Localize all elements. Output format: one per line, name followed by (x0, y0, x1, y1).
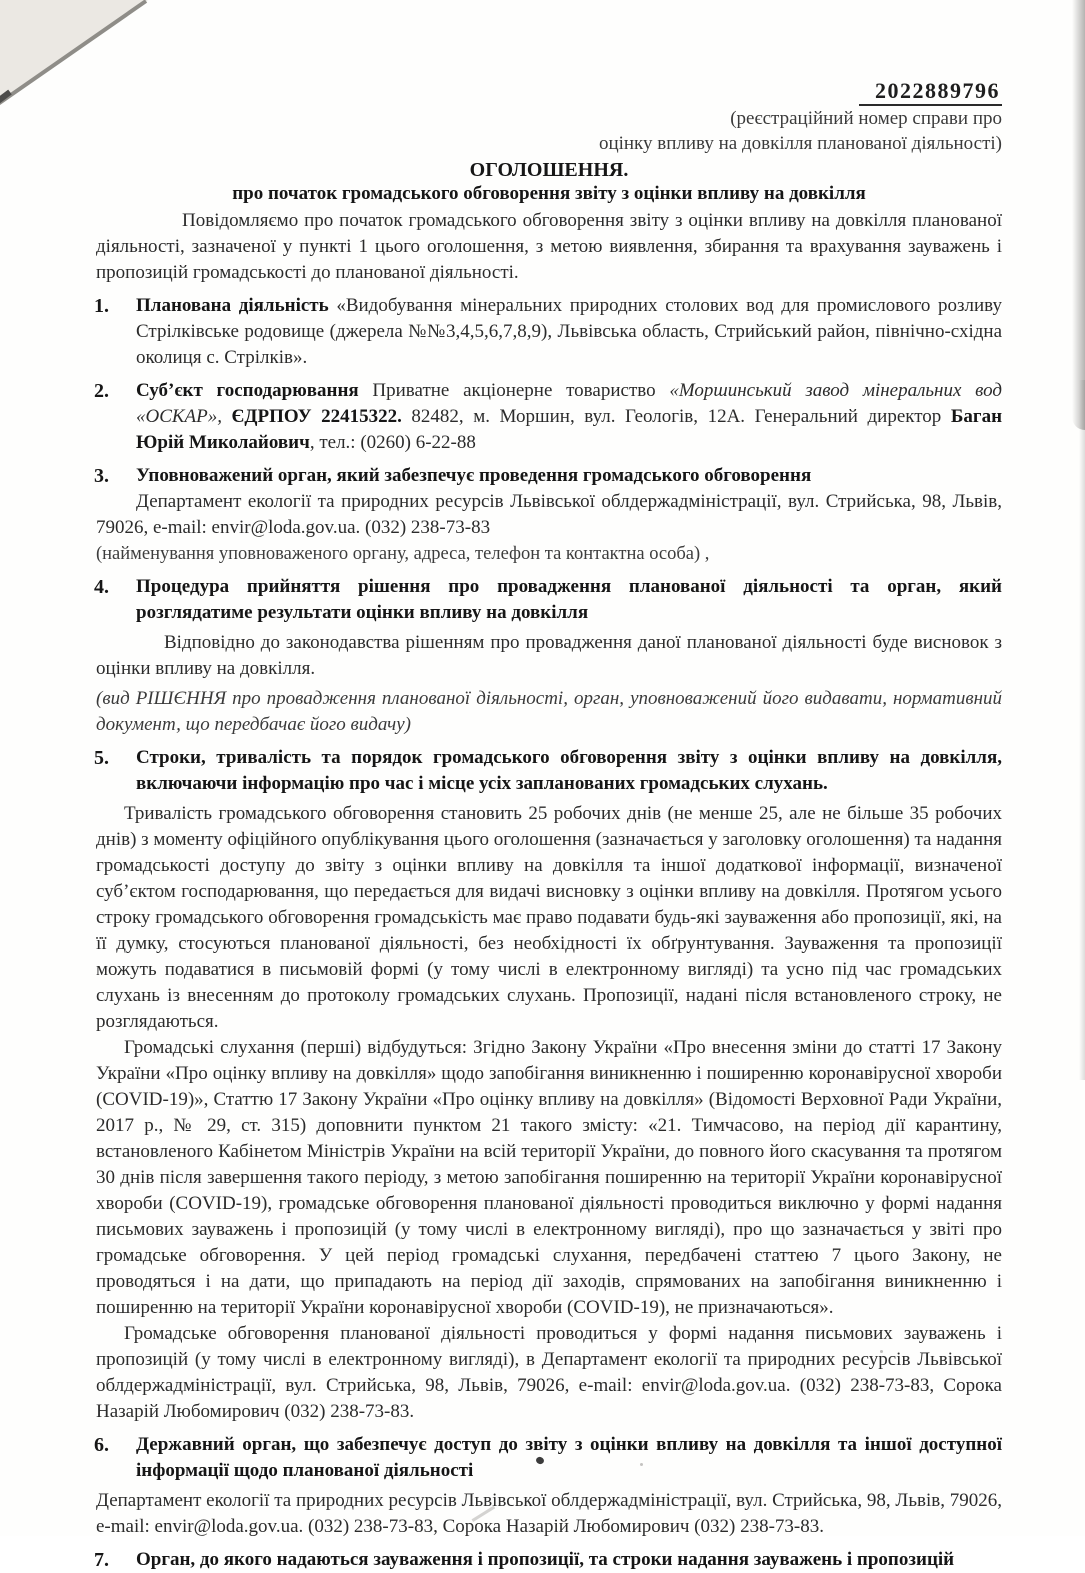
scan-edge-shadow (1072, 0, 1085, 430)
document-subtitle: про початок громадського обговорення звіту з оцінки впливу на довкілля (232, 183, 866, 204)
section-5 (96, 745, 1002, 1425)
section-1-text (136, 293, 1002, 371)
section-6 (96, 1432, 1002, 1540)
section-7-heading: Орган, до якого надаються зауваження і пропозиції, та строки надання зауважень і пропозицій (136, 1549, 955, 1570)
section-6-number: 6. (94, 1434, 109, 1456)
section-4 (96, 574, 1002, 738)
section-1-label: Планована діяльність (136, 295, 329, 316)
director-name: Баган Юрій Миколайович (136, 406, 1003, 453)
section-4-heading: Процедура прийняття рішення про провадження планованої діяльності та орган, який розглядатиме результати оцінки впливу на довкілля (136, 576, 1002, 623)
section-7-number: 7. (94, 1549, 109, 1571)
section-3-heading: Уповноважений орган, який забезпечує проведення громадського обговорення (136, 465, 812, 486)
section-1-body: «Видобування мінеральних природних столових вод для промислового розливу Стрілківське родовище (джерела №№3,4,5,6,7,8,9), Львівська область, Стрийський район, північно-східна околиця с. Стрілків». (136, 295, 1002, 368)
section-2-part1: Приватне акціонерне товариство (358, 380, 670, 401)
section-2-number: 2. (94, 380, 109, 402)
registration-caption-line1: (реєстраційний номер справи про (730, 108, 1002, 129)
registration-caption-line2: оцінку впливу на довкілля планованої діяльності) (598, 133, 1002, 154)
edrpou-code: ЄДРПОУ 22415322. (221, 406, 402, 427)
section-1-number: 1. (94, 295, 109, 317)
section-2-part2: 82482, м. Моршин, вул. Геологів, 12А. Генеральний директор (401, 406, 951, 427)
section-3-caption: (найменування уповноваженого органу, адреса, телефон та контактна особа) , (96, 544, 710, 564)
document-title: ОГОЛОШЕННЯ. (469, 159, 629, 181)
section-4-note: (вид РІШЄННЯ про провадження планованої діяльності, орган, уповноважений його видавати, нормативний документ, що передбачає його видачу) (96, 688, 1002, 735)
scan-edge-shadow-lower (1079, 380, 1085, 1080)
section-2-part3: , тел.: (0260) 6-22-88 (309, 432, 476, 453)
intro-paragraph: Повідомляємо про початок громадського обговорення звіту з оцінки впливу на довкілля планованої діяльності, зазначеної у пункті 1 цього оголошення, з метою виявлення, збирання та врахування зауважень і пропозицій громадськості до планованої діяльності. (96, 210, 1002, 283)
section-2 (96, 378, 1002, 456)
section-5-paragraph-2: Громадські слухання (перші) відбудуться: Згідно Закону України «Про внесення зміни до статті 17 Закону України «Про оцінку впливу на довкілля» щодо запобігання виникненню і поширенню коронавірусної хвороби (COVID-19)», Статтю 17 Закону України «Про оцінку впливу на довкілля» (Відомості Верховної Ради України, 2017 р., № 29, ст. 315) доповнити пунктом 21 такого змісту: «21. Тимчасово, на період дії карантину, встановленого Кабінетом Міністрів України на всій території України, до повного його скасування та протягом 30 днів після завершення такого періоду, з метою запобігання поширенню на території України коронавірусної хвороби (COVID-19), громадське обговорення планованої діяльності проводиться виключно у формі надання письмових зауважень і пропозицій (у тому числі в електронному вигляді), про що зазначається у звіті про громадське обговорення. У цей період громадські слухання, передбачені статтею 7 цього Закону, не проводяться і на дати, що припадають на період дії заходів, спрямованих на запобігання виникненню і поширенню на території України коронавірусної хвороби (COVID-19), не призначаються». (96, 1037, 1002, 1318)
section-7 (96, 1547, 1002, 1573)
section-5-paragraph-1: Тривалість громадського обговорення становить 25 робочих днів (не менше 25, але не більше 35 робочих днів) з моменту офіційного опублікування цього оголошення (зазначається у заголовку оголошення) та надання громадськості доступу до звіту з оцінки впливу на довкілля та іншої додаткової інформації, визначеної суб’єктом господарювання, що передається для видачі висновку з оцінки впливу на довкілля. Протягом усього строку громадського обговорення громадськість має право подавати будь-які зауваження або пропозиції, які, на її думку, стосуються планованої діяльності, без необхідності їх обґрунтування. Зауваження та пропозиції можуть подаватися в письмовій формі (у тому числі в електронному вигляді) та усно під час громадських слухань із внесенням до протоколу громадських слухань. Пропозиції, надані після встановленого строку, не розглядаються. (96, 803, 1002, 1032)
registration-block (96, 78, 1002, 156)
section-5-heading: Строки, тривалість та порядок громадського обговорення звіту з оцінки впливу на довкілля, включаючи інформацію про час і місце усіх запланованих громадських слухань. (136, 747, 1002, 794)
section-6-body: Департамент екології та природних ресурсів Львівської облдержадміністрації, вул. Стрийська, 98, Львів, 79026, e-mail: envir@loda.gov.ua. (032) 238-73-83, Сорока Назарій Любомирович (032) 238-73-83. (96, 1490, 1002, 1537)
section-5-paragraph-3: Громадське обговорення планованої діяльності проводиться у формі надання письмових зауважень і пропозицій (у тому числі в електронному вигляді), в Департамент екології та природних ресурсів Львівської облдержадміністрації, вул. Стрийська, 98, Львів, 79026, e-mail: envir@loda.gov.ua. (032) 238-73-83, Сорока Назарій Любомирович (032) 238-73-83. (96, 1323, 1002, 1422)
document-content (96, 78, 1002, 1573)
section-6-heading: Державний орган, що забезпечує доступ до звіту з оцінки впливу на довкілля та іншої доступної інформації щодо планованої діяльності (136, 1434, 1002, 1481)
section-3 (96, 463, 1002, 567)
section-3-body: Департамент екології та природних ресурсів Львівської облдержадміністрації, вул. Стрийська, 98, Львів, 79026, e-mail: envir@loda.gov.ua. (032) 238-73-83 (96, 491, 1002, 538)
section-2-text (136, 378, 1002, 456)
section-3-number: 3. (94, 465, 109, 487)
section-4-body: Відповідно до законодавства рішенням про провадження даної планованої діяльності буде висновок з оцінки впливу на довкілля. (96, 632, 1002, 679)
section-2-label: Суб’єкт господарювання (136, 380, 359, 401)
registration-number: 2022889796 (859, 78, 1002, 106)
section-4-number: 4. (94, 576, 109, 598)
section-5-number: 5. (94, 747, 109, 769)
section-1 (96, 293, 1002, 371)
company-name: «Моршинський завод мінеральних вод «ОСКАР», (136, 380, 1002, 427)
